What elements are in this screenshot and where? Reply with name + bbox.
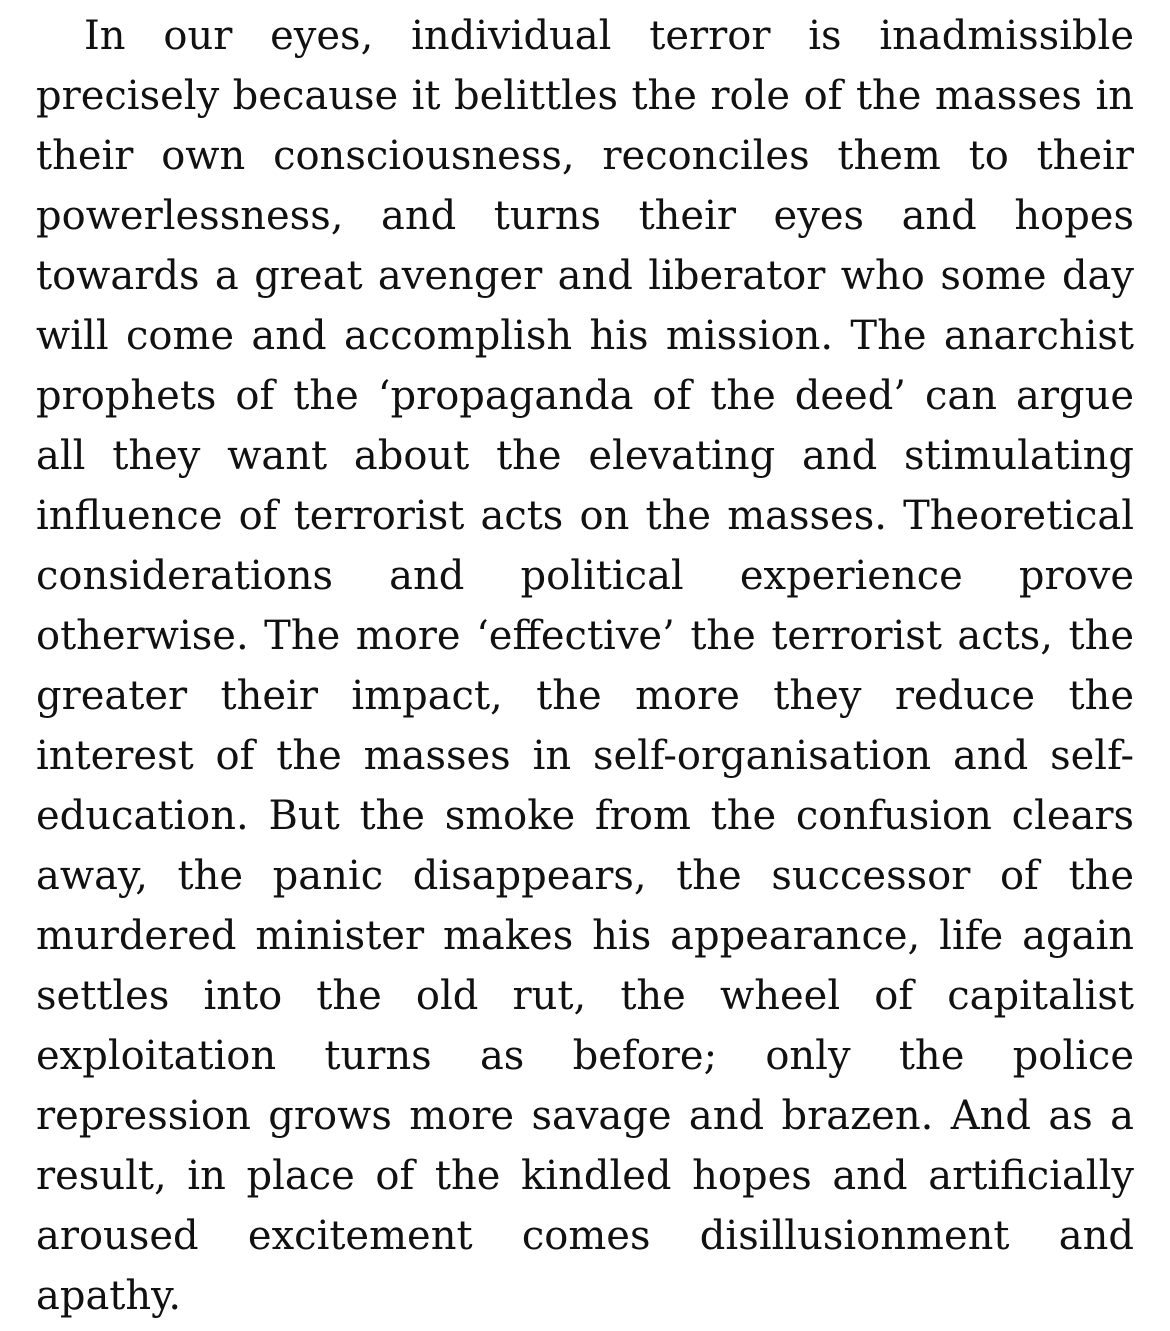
body-paragraph: In our eyes, individual terror is inadmissible precisely because it belittles the role of the masses in their own consciousness, reconciles them to their powerlessness, and turns their eyes and hopes towards a great avenger and liberator who some day will come and accomplish his mission. The anarchist prophets of the ‘propaganda of the deed’ can argue all they want about the elevating and stimulating influence of terrorist acts on the masses. Theoretical considerations and political experience prove otherwise. The more ‘effective’ the terrorist acts, the greater their impact, the more they reduce the interest of the masses in self-organisation and self-education. But the smoke from the confusion clears away, the panic disappears, the successor of the murdered minister makes his appearance, life again settles into the old rut, the wheel of capitalist exploitation turns as before; only the police repression grows more savage and brazen. And as a result, in place of the kindled hopes and artificially aroused excitement comes disillusionment and apathy.: [36, 13, 1134, 1319]
